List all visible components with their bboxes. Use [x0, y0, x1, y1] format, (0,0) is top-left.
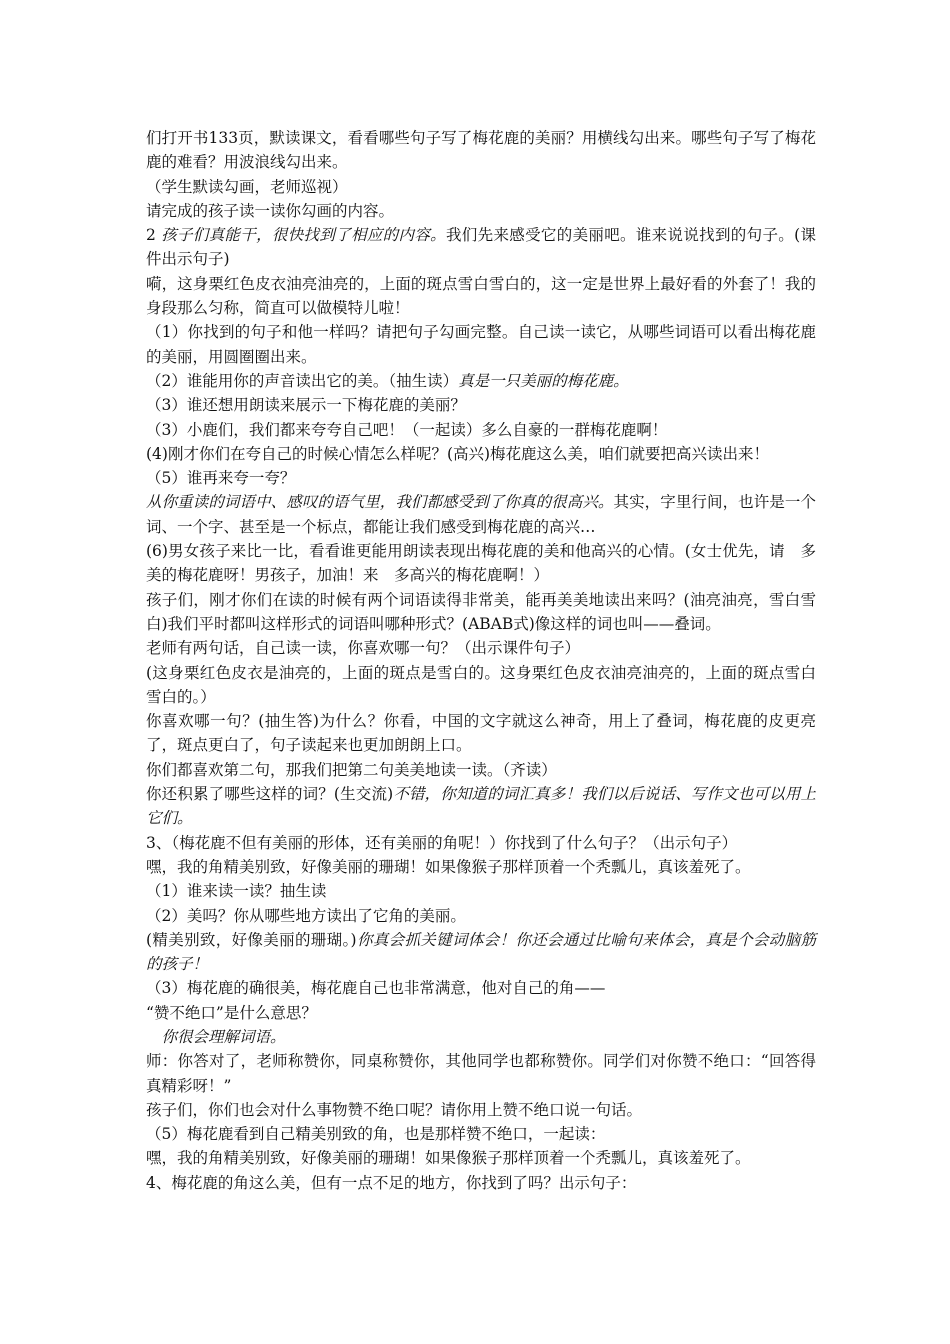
text-run: （学生默读勾画，老师巡视） [146, 177, 348, 196]
paragraph [146, 272, 816, 321]
text-run: 请完成的孩子读一读你勾画的内容。 [146, 201, 395, 220]
paragraph [146, 928, 816, 977]
text-run: （3）小鹿们，我们都来夸夸自己吧！（一起读）多么自豪的一群梅花鹿啊！ [146, 420, 668, 439]
text-run: (精美别致，好像美丽的珊瑚。) [146, 930, 357, 949]
text-run: 嘿，我的角精美别致，好像美丽的珊瑚！如果像猴子那样顶着一个秃瓢儿，真该羞死了。 [146, 857, 751, 876]
italic-text: 孩子们真能干，很快找到了相应的内容。 [161, 226, 446, 245]
paragraph [146, 1098, 816, 1122]
paragraph [146, 904, 816, 928]
text-run: 4、梅花鹿的角这么美，但有一点不足的地方，你找到了吗？出示句子： [146, 1173, 637, 1192]
paragraph [146, 393, 816, 417]
text-run: （5）梅花鹿看到自己精美别致的角，也是那样赞不绝口，一起读： [146, 1125, 606, 1144]
italic-text: 从你重读的词语中、感叹的语气里，我们都感受到了你真的很高兴。 [146, 493, 614, 512]
paragraph [146, 223, 816, 272]
paragraph [146, 831, 816, 855]
text-run: 你还积累了哪些这样的词？(生交流) [146, 785, 394, 804]
text-run: 其实，字里行间，也许是一个词、一个字、甚至是一个标点，都能让我们感受到梅花鹿的高兴… [146, 493, 816, 536]
paragraph [146, 855, 816, 879]
paragraph [146, 1001, 816, 1025]
paragraph [146, 976, 816, 1000]
paragraph [146, 175, 816, 199]
paragraph [146, 369, 816, 393]
text-run: 孩子们，刚才你们在读的时候有两个词语读得非常美，能再美美地读出来吗？(油亮油亮，雪白雪白)我们平时都叫这样形式的词语叫哪种形式？(ABAB式)像这样的词也叫——叠词。 [146, 590, 816, 633]
paragraph [146, 126, 816, 175]
paragraph [146, 661, 816, 710]
text-run: 嘿，我的角精美别致，好像美丽的珊瑚！如果像猴子那样顶着一个秃瓢儿，真该羞死了。 [146, 1149, 751, 1168]
text-run: （1）你找到的句子和他一样吗？请把句子勾画完整。自己读一读它，从哪些词语可以看出梅花鹿的美丽，用圆圈圈出来。 [146, 323, 816, 366]
text-run: 3、（梅花鹿不但有美丽的形体，还有美丽的角呢！）你找到了什么句子？（出示句子） [146, 833, 738, 852]
paragraph [146, 1171, 816, 1195]
text-run: 师：你答对了，老师称赞你，同桌称赞你，其他同学也都称赞你。同学们对你赞不绝口：“回答得真精彩呀！” [146, 1052, 816, 1095]
paragraph [146, 199, 816, 223]
document-body [146, 126, 816, 1195]
paragraph [146, 539, 816, 588]
text-run: 孩子们，你们也会对什么事物赞不绝口呢？请你用上赞不绝口说一句话。 [146, 1100, 643, 1119]
text-run: (6)男女孩子来比一比，看看谁更能用朗读表现出梅花鹿的美和他高兴的心情。(女士优先，请 多美的梅花鹿呀！男孩子，加油！来 多高兴的梅花鹿啊！） [146, 542, 816, 585]
paragraph [146, 442, 816, 466]
paragraph [146, 466, 816, 490]
paragraph [146, 758, 816, 782]
paragraph [146, 1146, 816, 1170]
text-run: 2 [146, 226, 162, 245]
text-run: 们打开书133页，默读课文，看看哪些句子写了梅花鹿的美丽？用横线勾出来。哪些句子写了梅花鹿的难看？用波浪线勾出来。 [146, 129, 816, 172]
text-run: （3）谁还想用朗读来展示一下梅花鹿的美丽？ [146, 396, 466, 415]
text-run: (4)刚才你们在夸自己的时候心情怎么样呢？(高兴)梅花鹿这么美，咱们就要把高兴读出来！ [146, 444, 770, 463]
italic-text: 真是一只美丽的梅花鹿。 [458, 371, 629, 390]
text-run: 我们先来感受它的美丽吧。谁来说说找到的句子。(课件出示句子) [146, 226, 816, 269]
text-run: 嗬，这身栗红色皮衣油亮油亮的，上面的斑点雪白雪白的，这一定是世界上最好看的外套了！我的身段那么匀称，简直可以做模特儿啦！ [146, 274, 816, 318]
text-run: （2）谁能用你的声音读出它的美。（抽生读） [146, 371, 459, 390]
paragraph [146, 782, 816, 831]
text-run: （2）美吗？你从哪些地方读出了它角的美丽。 [146, 906, 466, 925]
text-run: 老师有两句话，自己读一读，你喜欢哪一句？（出示课件句子） [146, 639, 581, 658]
italic-text: 你真会抓关键词体会！你还会通过比喻句来体会，真是个会动脑筋的孩子！ [146, 930, 816, 974]
paragraph [146, 879, 816, 903]
paragraph [146, 1122, 816, 1146]
text-run: 你们都喜欢第二句，那我们把第二句美美地读一读。（齐读） [146, 760, 557, 779]
paragraph [146, 1025, 816, 1049]
text-run: (这身栗红色皮衣是油亮的，上面的斑点是雪白的。这身栗红色皮衣油亮油亮的，上面的斑点雪白雪白的。） [146, 663, 816, 706]
paragraph [146, 418, 816, 442]
text-run: 你喜欢哪一句？(抽生答)为什么？你看，中国的文字就这么神奇，用上了叠词，梅花鹿的皮更亮了，斑点更白了，句子读起来也更加朗朗上口。 [146, 712, 816, 755]
text-run: “赞不绝口”是什么意思？ [146, 1003, 317, 1022]
text-run: （5）谁再来夸一夸？ [146, 469, 296, 488]
italic-text: 不错，你知道的词汇真多！我们以后说话、写作文也可以用上它们。 [146, 785, 816, 828]
text-run: （1）谁来读一读？抽生读 [146, 882, 327, 901]
paragraph [146, 588, 816, 637]
paragraph [146, 490, 816, 539]
paragraph [146, 320, 816, 369]
paragraph [146, 1049, 816, 1098]
italic-text: 你很会理解词语。 [146, 1027, 286, 1046]
text-run: （3）梅花鹿的确很美，梅花鹿自己也非常满意，他对自己的角—— [146, 979, 606, 998]
paragraph [146, 636, 816, 660]
paragraph [146, 709, 816, 758]
